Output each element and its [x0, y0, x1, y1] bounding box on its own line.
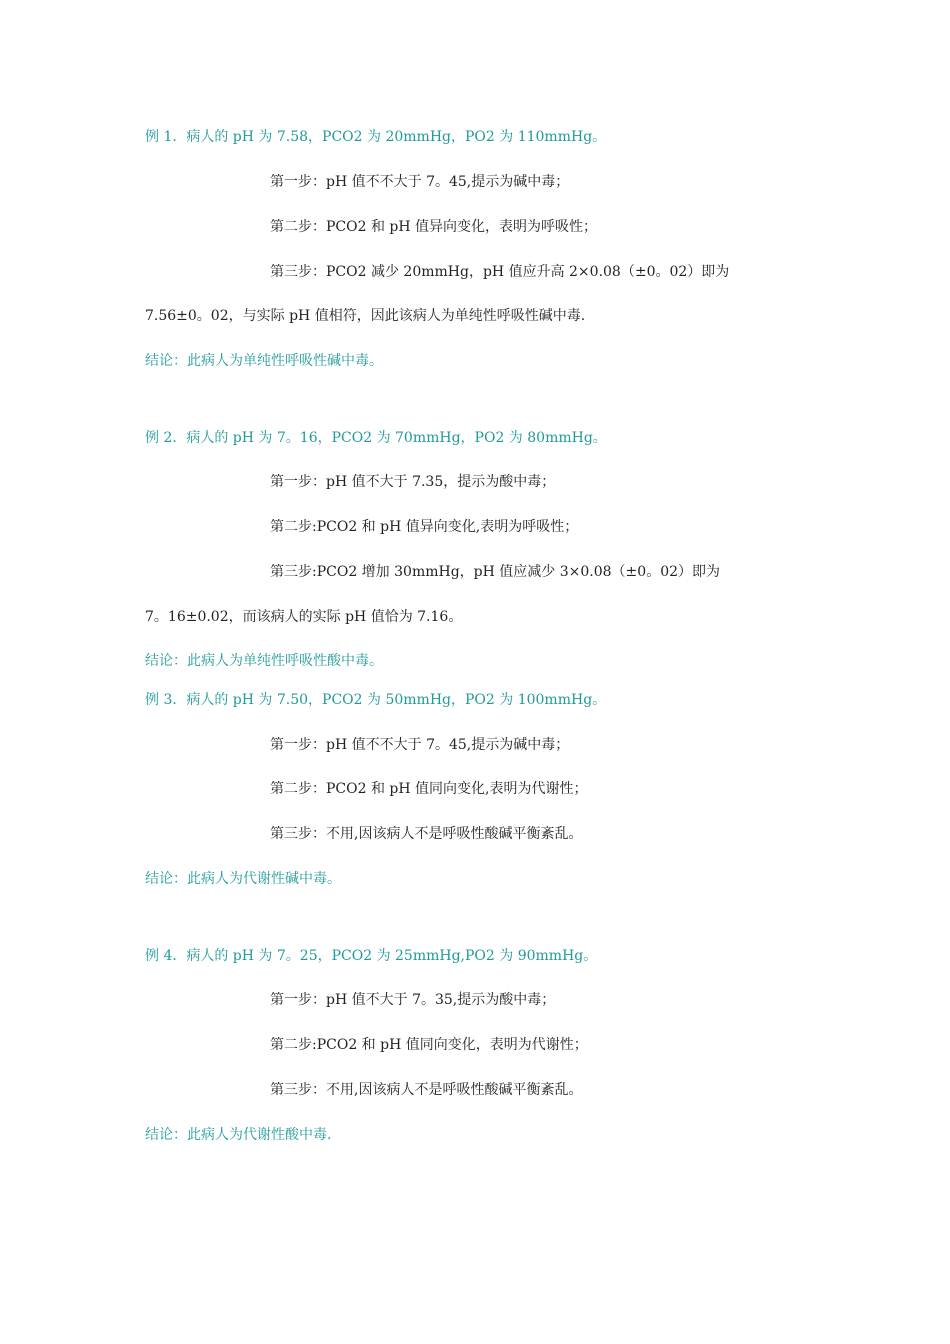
example-2-step-3: 第三步:PCO2 增加 30mmHg，pH 值应减少 3×0.08（±0。02）即为 [270, 564, 721, 580]
example-1-conclusion: 结论：此病人为单纯性呼吸性碱中毒。 [145, 353, 383, 369]
example-3-step-1: 第一步：pH 值不不大于 7。45,提示为碱中毒； [270, 737, 570, 753]
example-3-conclusion: 结论：此病人为代谢性碱中毒。 [145, 871, 341, 887]
example-2-step-3-continued: 7。16±0.02，而该病人的实际 pH 值恰为 7.16。 [145, 609, 463, 625]
example-3-step-2: 第二步：PCO2 和 pH 值同向变化,表明为代谢性； [270, 781, 588, 797]
example-1-title: 例 1．病人的 pH 为 7.58，PCO2 为 20mmHg，PO2 为 110mmHg。 [145, 129, 607, 145]
example-2-step-2: 第二步:PCO2 和 pH 值异向变化,表明为呼吸性； [270, 519, 579, 535]
example-4-title: 例 4．病人的 pH 为 7。25，PCO2 为 25mmHg,PO2 为 90mmHg。 [145, 948, 598, 964]
example-3-title: 例 3．病人的 pH 为 7.50，PCO2 为 50mmHg，PO2 为 100mmHg。 [145, 692, 607, 708]
example-4-step-1: 第一步：pH 值不大于 7。35,提示为酸中毒； [270, 992, 556, 1008]
example-4-step-3: 第三步：不用,因该病人不是呼吸性酸碱平衡紊乱。 [270, 1082, 583, 1098]
example-4-conclusion: 结论：此病人为代谢性酸中毒. [145, 1127, 332, 1143]
example-1-step-2: 第二步：PCO2 和 pH 值异向变化，表明为呼吸性； [270, 219, 598, 235]
example-1-step-1: 第一步：pH 值不不大于 7。45,提示为碱中毒； [270, 174, 570, 190]
example-1-step-3-continued: 7.56±0。02，与实际 pH 值相符，因此该病人为单纯性呼吸性碱中毒. [145, 308, 586, 324]
example-2-conclusion: 结论：此病人为单纯性呼吸性酸中毒。 [145, 653, 383, 669]
example-2-step-1: 第一步：pH 值不大于 7.35，提示为酸中毒； [270, 474, 556, 490]
example-3-step-3: 第三步：不用,因该病人不是呼吸性酸碱平衡紊乱。 [270, 826, 583, 842]
example-4-step-2: 第二步:PCO2 和 pH 值同向变化，表明为代谢性； [270, 1037, 588, 1053]
example-1-step-3: 第三步：PCO2 减少 20mmHg，pH 值应升高 2×0.08（±0。02）即为 [270, 264, 730, 280]
example-2-title: 例 2．病人的 pH 为 7。16，PCO2 为 70mmHg，PO2 为 80mmHg。 [145, 430, 607, 446]
